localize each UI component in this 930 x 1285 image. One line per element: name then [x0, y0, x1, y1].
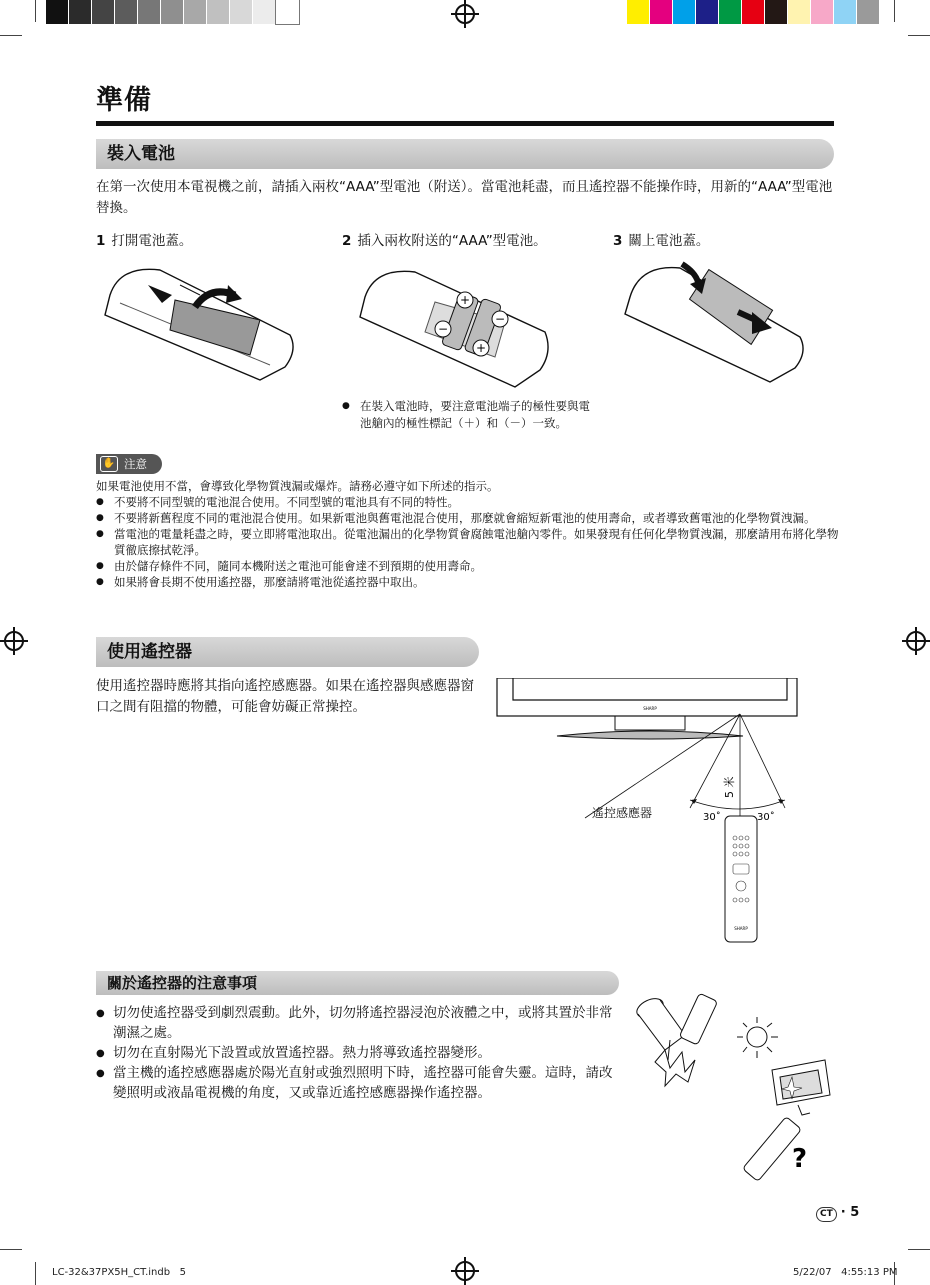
svg-text:+: +: [475, 341, 487, 355]
caution-badge: [96, 454, 162, 474]
footer-date: 5/22/07 4:55:13 PM: [793, 1267, 898, 1278]
crop-mark: [0, 1249, 22, 1250]
list-item: ● 切勿在直射陽光下設置或放置遙控器。熱力將導致遙控器變形。: [96, 1043, 622, 1063]
registration-mark-icon: [4, 631, 24, 651]
registration-mark-icon: [906, 631, 926, 651]
footer-file: LC-32&37PX5H_CT.indb 5: [52, 1267, 186, 1278]
calibration-swatch: [230, 0, 253, 24]
calibration-swatch: [276, 0, 299, 24]
sunlight-warning-illustration: [735, 1015, 780, 1060]
section-heading-precautions: 關於遙控器的注意事項: [96, 971, 619, 995]
step-number: 2: [342, 233, 352, 249]
svg-text:?: ?: [792, 1144, 808, 1174]
step-text: 打開電池蓋。: [111, 233, 193, 249]
caution-intro: 如果電池使用不當，會導致化學物質洩漏或爆炸。請務必遵守如下所述的指示。: [96, 479, 499, 493]
precautions-list: [96, 1003, 622, 1103]
calibration-swatch: [138, 0, 161, 24]
calibration-swatch: [253, 0, 276, 24]
step-number: 1: [96, 233, 106, 249]
calibration-swatch: [834, 0, 857, 24]
calibration-swatch: [788, 0, 811, 24]
remote-use-text: 使用遙控器時應將其指向遙控感應器。如果在遙控器與感應器窗口之間有阻擋的物體，可能會妨礙正常操控。: [96, 678, 474, 715]
title-rule: [96, 121, 834, 126]
step-text: 插入兩枚附送的“AAA”型電池。: [357, 233, 547, 249]
list-item: ● 當電池的電量耗盡之時，要立即將電池取出。從電池漏出的化學物質會腐蝕電池艙內零件。如果發現有任何化學物質洩漏，那麼請用布將化學物質徹底擦拭乾淨。: [96, 526, 840, 558]
gray-calibration-bar: [46, 0, 299, 24]
calibration-swatch: [857, 0, 880, 24]
insert-batteries-illustration: [355, 262, 555, 392]
registration-mark-icon: [455, 4, 475, 24]
angle-right-label: 30˚: [757, 812, 775, 823]
calibration-swatch: [765, 0, 788, 24]
calibration-swatch: [696, 0, 719, 24]
step-3: [613, 229, 709, 249]
caution-label: 注意: [124, 457, 147, 471]
remote-brand: SHARP: [734, 926, 748, 931]
list-item: ● 切勿使遙控器受到劇烈震動。此外，切勿將遙控器浸泡於液體之中，或將其置於非常潮濕之處。: [96, 1003, 622, 1043]
section-heading-battery: 裝入電池: [96, 139, 834, 169]
list-item: ● 在裝入電池時，要注意電池端子的極性要與電池艙內的極性標記（＋）和（－）一致。: [342, 398, 592, 432]
distance-label: 5 米: [723, 776, 736, 798]
page-number-block: [816, 1205, 859, 1222]
calibration-swatch: [115, 0, 138, 24]
crop-mark: [35, 1262, 36, 1285]
list-item: ● 當主機的遙控感應器處於陽光直射或強烈照明下時，遙控器可能會失靈。這時，請改變照明或液晶電視機的角度，又或靠近遙控感應器操作遙控器。: [96, 1063, 622, 1103]
caution-list: [96, 494, 840, 590]
calibration-swatch: [811, 0, 834, 24]
color-calibration-bar: [627, 0, 880, 24]
calibration-swatch: [627, 0, 650, 24]
crop-mark: [908, 1249, 930, 1250]
calibration-swatch: [650, 0, 673, 24]
crop-mark: [35, 0, 36, 22]
bright-light-malfunction-illustration: [740, 1055, 835, 1185]
step-1: [96, 229, 192, 249]
calibration-swatch: [673, 0, 696, 24]
calibration-swatch: [719, 0, 742, 24]
list-item: ● 不要將不同型號的電池混合使用。不同型號的電池具有不同的特性。: [96, 494, 840, 510]
language-badge: CT: [816, 1207, 837, 1222]
page-number: 5: [850, 1205, 860, 1220]
step-number: 3: [613, 233, 623, 249]
list-item: ● 如果將會長期不使用遙控器，那麼請將電池從遙控器中取出。: [96, 574, 840, 590]
registration-mark-icon: [455, 1261, 475, 1281]
caution-hand-icon: ✋: [100, 456, 118, 472]
calibration-swatch: [161, 0, 184, 24]
angle-left-label: 30˚: [703, 812, 721, 823]
crop-mark: [0, 35, 22, 36]
calibration-swatch: [207, 0, 230, 24]
list-item: ● 由於儲存條件不同，隨同本機附送之電池可能會達不到預期的使用壽命。: [96, 558, 840, 574]
calibration-swatch: [46, 0, 69, 24]
list-item: ● 不要將新舊程度不同的電池混合使用。如果新電池與舊電池混合使用，那麼就會縮短新電池的使用壽命，或者導致舊電池的化學物質洩漏。: [96, 510, 840, 526]
polarity-note: [342, 398, 592, 432]
close-cover-illustration: [620, 252, 810, 387]
page-number-separator: ·: [840, 1205, 851, 1220]
open-cover-illustration: [100, 255, 300, 385]
liquid-warning-illustration: [630, 990, 730, 1090]
page-title: 準備: [96, 85, 152, 116]
crop-mark: [894, 0, 895, 22]
calibration-swatch: [742, 0, 765, 24]
crop-mark: [908, 35, 930, 36]
step-text: 關上電池蓋。: [628, 233, 710, 249]
svg-text:−: −: [494, 312, 506, 326]
calibration-swatch: [92, 0, 115, 24]
calibration-swatch: [184, 0, 207, 24]
sensor-label: 遙控感應器: [592, 806, 653, 820]
section-heading-remote-use: 使用遙控器: [96, 637, 479, 667]
tv-brand: SHARP: [643, 706, 657, 711]
svg-text:−: −: [437, 322, 449, 336]
svg-text:+: +: [459, 293, 471, 307]
step-2: [342, 229, 547, 249]
battery-intro: 在第一次使用本電視機之前，請插入兩枚“AAA”型電池（附送）。當電池耗盡，而且遙控器不能操作時，用新的“AAA”型電池替換。: [96, 179, 833, 216]
calibration-swatch: [69, 0, 92, 24]
